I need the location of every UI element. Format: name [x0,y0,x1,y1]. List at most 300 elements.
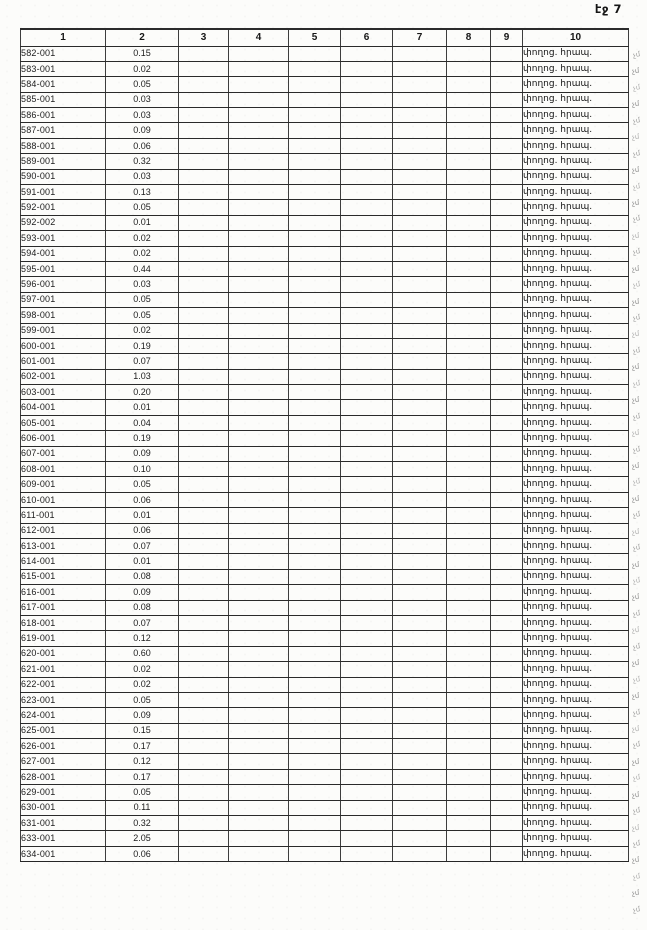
cell-empty-6 [341,754,393,769]
cell-empty-6 [341,615,393,630]
cell-empty-8 [447,554,491,569]
cell-area-value: 0.20 [106,385,179,400]
cell-empty-4 [229,338,289,353]
cell-empty-6 [341,739,393,754]
table-row [21,800,629,815]
cell-empty-5 [289,492,341,507]
cell-empty-5 [289,723,341,738]
cell-empty-6 [341,785,393,800]
cell-empty-8 [447,492,491,507]
table-row [21,338,629,353]
cell-empty-4 [229,123,289,138]
cell-area-value: 0.19 [106,338,179,353]
table-row [21,46,629,61]
margin-mark: չմ [631,132,640,142]
cell-area-value: 0.01 [106,215,179,230]
cell-empty-8 [447,846,491,861]
cell-empty-4 [229,323,289,338]
cell-empty-8 [447,154,491,169]
cell-empty-4 [229,462,289,477]
cell-empty-8 [447,708,491,723]
cell-empty-5 [289,754,341,769]
margin-mark: չմ [631,625,640,635]
cell-empty-9 [491,246,523,261]
table-row [21,846,629,861]
cell-empty-7 [393,154,447,169]
cell-empty-9 [491,77,523,92]
cell-empty-3 [179,354,229,369]
cell-empty-5 [289,662,341,677]
cell-empty-7 [393,354,447,369]
cell-empty-5 [289,77,341,92]
table-row [21,354,629,369]
cell-empty-5 [289,323,341,338]
cell-empty-9 [491,831,523,846]
table-row [21,492,629,507]
cell-empty-3 [179,723,229,738]
cell-empty-6 [341,200,393,215]
table-row [21,816,629,831]
cell-empty-6 [341,323,393,338]
cell-parcel-code: 602-001 [21,369,106,384]
cell-empty-3 [179,554,229,569]
cell-empty-6 [341,123,393,138]
margin-mark: չմ [632,313,641,323]
cell-empty-5 [289,462,341,477]
cell-empty-3 [179,585,229,600]
cell-empty-7 [393,215,447,230]
table-row [21,292,629,307]
cell-parcel-code: 590-001 [21,169,106,184]
table-row [21,415,629,430]
table-row [21,385,629,400]
cell-empty-3 [179,846,229,861]
table-row [21,831,629,846]
cell-empty-8 [447,415,491,430]
cell-area-value: 0.12 [106,631,179,646]
cell-area-value: 0.09 [106,446,179,461]
cell-parcel-code: 596-001 [21,277,106,292]
cell-empty-6 [341,369,393,384]
cell-area-value: 0.05 [106,308,179,323]
cell-parcel-code: 585-001 [21,92,106,107]
table-row [21,569,629,584]
cell-empty-7 [393,123,447,138]
cell-empty-5 [289,431,341,446]
cell-empty-4 [229,631,289,646]
cell-empty-8 [447,369,491,384]
cell-usage-label: փողոց. հրապ. [523,785,629,800]
cell-empty-5 [289,615,341,630]
cell-usage-label: փողոց. հրապ. [523,246,629,261]
cell-empty-5 [289,631,341,646]
cell-empty-8 [447,138,491,153]
cell-empty-7 [393,108,447,123]
cell-empty-7 [393,754,447,769]
cell-usage-label: փողոց. հրապ. [523,261,629,276]
cell-empty-7 [393,615,447,630]
cell-empty-9 [491,200,523,215]
cell-empty-4 [229,662,289,677]
cell-empty-7 [393,508,447,523]
cell-empty-3 [179,92,229,107]
margin-mark: չմ [632,904,641,915]
margin-mark: չմ [632,510,641,520]
cell-empty-3 [179,646,229,661]
cell-area-value: 0.11 [106,800,179,815]
cell-empty-9 [491,354,523,369]
cell-empty-6 [341,261,393,276]
cell-empty-3 [179,415,229,430]
cell-usage-label: փողոց. հրապ. [523,61,629,76]
cell-empty-9 [491,585,523,600]
cell-parcel-code: 631-001 [21,816,106,831]
cell-empty-3 [179,61,229,76]
cell-usage-label: փողոց. հրապ. [523,200,629,215]
cell-empty-4 [229,492,289,507]
cell-empty-4 [229,677,289,692]
margin-mark: չմ [632,576,641,586]
cell-usage-label: փողոց. հրապ. [523,769,629,784]
cell-empty-5 [289,61,341,76]
cell-empty-3 [179,261,229,276]
cell-usage-label: փողոց. հրապ. [523,462,629,477]
cell-empty-6 [341,138,393,153]
cell-empty-4 [229,600,289,615]
parcel-table [20,28,629,862]
cell-empty-8 [447,600,491,615]
cell-empty-3 [179,431,229,446]
cell-usage-label: փողոց. հրապ. [523,108,629,123]
cell-empty-3 [179,400,229,415]
cell-empty-7 [393,831,447,846]
table-row [21,477,629,492]
cell-empty-3 [179,215,229,230]
cell-empty-3 [179,108,229,123]
cell-empty-9 [491,92,523,107]
cell-area-value: 0.02 [106,662,179,677]
cell-empty-6 [341,246,393,261]
margin-mark: չմ [632,115,641,126]
cell-empty-7 [393,569,447,584]
cell-empty-7 [393,492,447,507]
cell-empty-3 [179,308,229,323]
table-row [21,708,629,723]
cell-empty-7 [393,646,447,661]
cell-empty-7 [393,185,447,200]
table-row [21,431,629,446]
cell-area-value: 0.05 [106,692,179,707]
cell-empty-6 [341,539,393,554]
cell-empty-6 [341,569,393,584]
margin-mark: չմ [632,641,641,652]
cell-empty-7 [393,600,447,615]
cell-empty-4 [229,77,289,92]
cell-parcel-code: 589-001 [21,154,106,169]
cell-empty-3 [179,369,229,384]
cell-empty-9 [491,523,523,538]
cell-parcel-code: 629-001 [21,785,106,800]
cell-parcel-code: 595-001 [21,261,106,276]
cell-empty-7 [393,138,447,153]
cell-area-value: 0.09 [106,585,179,600]
cell-empty-5 [289,769,341,784]
cell-empty-6 [341,292,393,307]
cell-area-value: 0.04 [106,415,179,430]
cell-usage-label: փողոց. հրապ. [523,169,629,184]
cell-parcel-code: 591-001 [21,185,106,200]
table-row [21,677,629,692]
cell-empty-8 [447,169,491,184]
cell-empty-9 [491,846,523,861]
cell-empty-5 [289,554,341,569]
cell-parcel-code: 611-001 [21,508,106,523]
cell-parcel-code: 615-001 [21,569,106,584]
cell-empty-3 [179,462,229,477]
cell-empty-9 [491,554,523,569]
cell-parcel-code: 612-001 [21,523,106,538]
column-header-6: 6 [341,29,393,46]
cell-parcel-code: 620-001 [21,646,106,661]
cell-usage-label: փողոց. հրապ. [523,600,629,615]
cell-empty-6 [341,92,393,107]
cell-empty-4 [229,831,289,846]
cell-empty-8 [447,354,491,369]
cell-empty-8 [447,677,491,692]
cell-empty-5 [289,108,341,123]
cell-empty-8 [447,816,491,831]
margin-mark: չմ [632,214,641,224]
cell-empty-6 [341,215,393,230]
cell-empty-9 [491,400,523,415]
cell-parcel-code: 621-001 [21,662,106,677]
cell-parcel-code: 614-001 [21,554,106,569]
cell-empty-5 [289,415,341,430]
table-row [21,308,629,323]
cell-empty-5 [289,261,341,276]
cell-empty-3 [179,154,229,169]
cell-usage-label: փողոց. հրապ. [523,231,629,246]
cell-area-value: 0.05 [106,477,179,492]
cell-parcel-code: 584-001 [21,77,106,92]
cell-area-value: 0.06 [106,492,179,507]
cell-empty-3 [179,169,229,184]
cell-parcel-code: 613-001 [21,539,106,554]
cell-empty-5 [289,677,341,692]
cell-empty-8 [447,662,491,677]
cell-usage-label: փողոց. հրապ. [523,431,629,446]
cell-empty-4 [229,215,289,230]
cell-area-value: 0.17 [106,739,179,754]
table-row [21,154,629,169]
cell-empty-8 [447,800,491,815]
cell-usage-label: փողոց. հրապ. [523,46,629,61]
cell-empty-3 [179,785,229,800]
cell-empty-8 [447,46,491,61]
cell-area-value: 0.05 [106,785,179,800]
cell-empty-5 [289,215,341,230]
table-row [21,631,629,646]
cell-area-value: 0.07 [106,354,179,369]
cell-area-value: 0.08 [106,600,179,615]
cell-empty-7 [393,431,447,446]
cell-parcel-code: 593-001 [21,231,106,246]
cell-empty-4 [229,800,289,815]
cell-parcel-code: 582-001 [21,46,106,61]
cell-area-value: 0.03 [106,169,179,184]
cell-parcel-code: 583-001 [21,61,106,76]
margin-mark: չմ [632,872,641,882]
cell-area-value: 0.03 [106,277,179,292]
cell-parcel-code: 597-001 [21,292,106,307]
cell-empty-8 [447,92,491,107]
cell-empty-3 [179,739,229,754]
cell-usage-label: փողոց. հրապ. [523,446,629,461]
cell-empty-7 [393,292,447,307]
cell-empty-3 [179,708,229,723]
cell-area-value: 0.02 [106,323,179,338]
cell-empty-4 [229,200,289,215]
table-row [21,785,629,800]
cell-empty-9 [491,415,523,430]
cell-area-value: 0.08 [106,569,179,584]
cell-empty-7 [393,385,447,400]
margin-mark: չմ [631,888,640,898]
cell-empty-7 [393,800,447,815]
cell-area-value: 2.05 [106,831,179,846]
cell-parcel-code: 625-001 [21,723,106,738]
margin-mark: չմ [632,773,641,783]
cell-empty-8 [447,446,491,461]
cell-empty-5 [289,600,341,615]
margin-mark: չմ [631,362,640,372]
cell-area-value: 0.07 [106,539,179,554]
margin-mark: չմ [631,691,640,701]
cell-empty-8 [447,323,491,338]
cell-usage-label: փողոց. հրապ. [523,631,629,646]
cell-empty-4 [229,385,289,400]
cell-empty-5 [289,200,341,215]
cell-empty-7 [393,523,447,538]
cell-usage-label: փողոց. հրապ. [523,662,629,677]
table-row [21,246,629,261]
cell-empty-6 [341,816,393,831]
cell-usage-label: փողոց. հրապ. [523,185,629,200]
cell-parcel-code: 603-001 [21,385,106,400]
cell-empty-9 [491,462,523,477]
margin-mark: չմ [632,181,641,191]
cell-empty-8 [447,615,491,630]
cell-empty-9 [491,169,523,184]
cell-empty-9 [491,369,523,384]
cell-empty-8 [447,215,491,230]
margin-mark: չմ [632,806,641,816]
cell-area-value: 0.05 [106,77,179,92]
cell-empty-8 [447,246,491,261]
cell-usage-label: փողոց. հրապ. [523,123,629,138]
table-row [21,92,629,107]
table-row [21,169,629,184]
cell-empty-5 [289,477,341,492]
cell-empty-8 [447,785,491,800]
cell-empty-4 [229,92,289,107]
table-row [21,754,629,769]
cell-empty-9 [491,477,523,492]
cell-empty-7 [393,692,447,707]
cell-area-value: 0.19 [106,431,179,446]
cell-empty-7 [393,477,447,492]
cell-empty-3 [179,539,229,554]
cell-empty-5 [289,369,341,384]
cell-empty-9 [491,446,523,461]
cell-empty-8 [447,123,491,138]
cell-usage-label: փողոց. հրապ. [523,739,629,754]
cell-empty-6 [341,508,393,523]
cell-empty-5 [289,646,341,661]
cell-empty-3 [179,677,229,692]
cell-empty-6 [341,354,393,369]
cell-parcel-code: 607-001 [21,446,106,461]
cell-empty-7 [393,169,447,184]
cell-empty-6 [341,692,393,707]
cell-empty-7 [393,200,447,215]
cell-usage-label: փողոց. հրապ. [523,800,629,815]
cell-empty-5 [289,354,341,369]
margin-mark: չմ [631,330,640,339]
margin-mark: չմ [631,165,640,175]
cell-empty-7 [393,369,447,384]
table-row [21,539,629,554]
cell-empty-9 [491,662,523,677]
column-header-7: 7 [393,29,447,46]
margin-mark: չմ [631,494,640,504]
cell-empty-5 [289,92,341,107]
cell-usage-label: փողոց. հրապ. [523,277,629,292]
table-row [21,185,629,200]
cell-parcel-code: 608-001 [21,462,106,477]
cell-usage-label: փողոց. հրապ. [523,569,629,584]
cell-empty-5 [289,585,341,600]
cell-empty-4 [229,308,289,323]
cell-empty-5 [289,692,341,707]
cell-empty-4 [229,615,289,630]
table-row [21,277,629,292]
cell-empty-5 [289,246,341,261]
cell-empty-5 [289,123,341,138]
cell-empty-4 [229,154,289,169]
cell-usage-label: փողոց. հրապ. [523,369,629,384]
cell-empty-8 [447,200,491,215]
cell-empty-6 [341,523,393,538]
margin-mark: չմ [631,790,640,800]
cell-empty-4 [229,246,289,261]
cell-area-value: 0.02 [106,231,179,246]
cell-empty-9 [491,816,523,831]
cell-parcel-code: 630-001 [21,800,106,815]
cell-empty-5 [289,277,341,292]
cell-parcel-code: 617-001 [21,600,106,615]
table-row [21,215,629,230]
margin-mark: չմ [631,428,640,438]
cell-empty-4 [229,169,289,184]
cell-parcel-code: 618-001 [21,615,106,630]
table-row [21,61,629,76]
cell-area-value: 0.01 [106,508,179,523]
cell-parcel-code: 619-001 [21,631,106,646]
cell-parcel-code: 609-001 [21,477,106,492]
margin-mark: չմ [631,461,640,471]
cell-empty-6 [341,308,393,323]
